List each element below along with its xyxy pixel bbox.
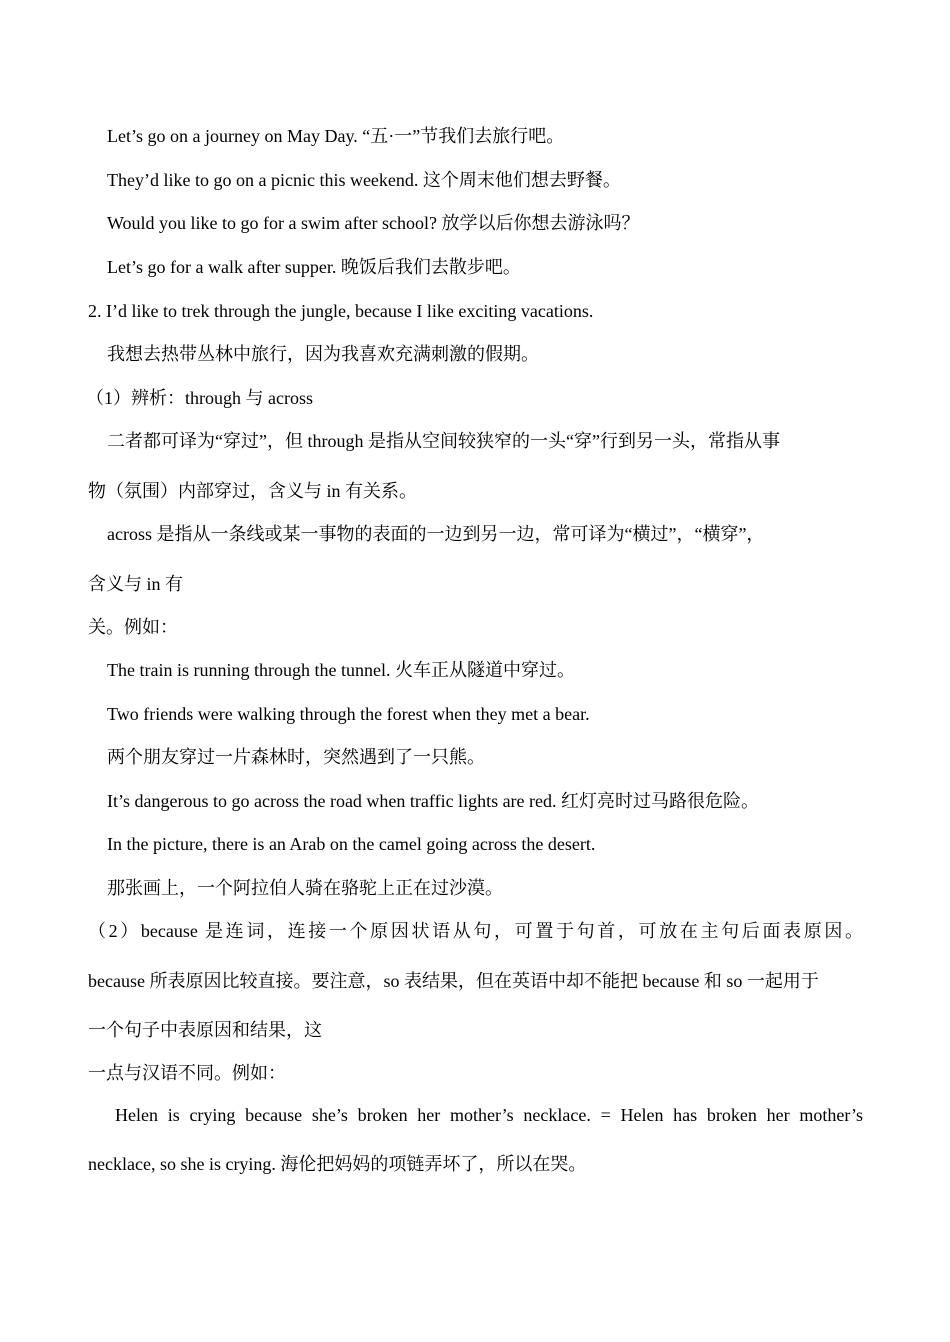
example-desert-translation: 那张画上，一个阿拉伯人骑在骆驼上正在过沙漠。 <box>107 878 503 898</box>
example-road: It’s dangerous to go across the road when traffic lights are red. 红灯亮时过马路很危险。 <box>107 791 760 811</box>
example-journey: Let’s go on a journey on May Day. “五·一”节我们去旅行吧。 <box>107 126 565 146</box>
example-swim: Would you like to go for a swim after school? 放学以后你想去游泳吗？ <box>107 213 640 233</box>
example-forest-translation: 两个朋友穿过一片森林时，突然遇到了一只熊。 <box>107 747 485 767</box>
item-2-translation: 我想去热带丛林中旅行，因为我喜欢充满刺激的假期。 <box>107 344 539 364</box>
example-helen-line-2: necklace, so she is crying. 海伦把妈妈的项链弄坏了，所以在哭。 <box>88 1154 587 1174</box>
item-2-sentence: 2. I’d like to trek through the jungle, because I like exciting vacations. <box>88 301 594 321</box>
because-explanation-line-1: （2）because 是连词，连接一个原因状语从句，可置于句首，可放在主句后面表原因。 <box>88 921 863 941</box>
example-helen-line-1: Helen is crying because she’s broken her mother’s necklace. = Helen has broken her mother’s <box>115 1105 863 1125</box>
across-explanation-line-3: 关。例如： <box>88 617 178 637</box>
through-explanation-line-2: 物（氛围）内部穿过，含义与 in 有关系。 <box>88 481 417 501</box>
because-explanation-line-4: 一点与汉语不同。例如： <box>88 1063 286 1083</box>
across-explanation-line-2: 含义与 in 有 <box>88 574 184 594</box>
example-tunnel: The train is running through the tunnel. 火车正从隧道中穿过。 <box>107 660 575 680</box>
because-explanation-line-2: because 所表原因比较直接。要注意，so 表结果，但在英语中却不能把 because 和 so 一起用于 <box>88 971 819 991</box>
example-desert: In the picture, there is an Arab on the camel going across the desert. <box>107 834 596 854</box>
example-forest: Two friends were walking through the forest when they met a bear. <box>107 704 590 724</box>
example-picnic: They’d like to go on a picnic this weekend. 这个周末他们想去野餐。 <box>107 170 621 190</box>
through-explanation-line-1: 二者都可译为“穿过”，但 through 是指从空间较狭窄的一头“穿”行到另一头，常指从事 <box>107 431 780 451</box>
subheading-through-across: （1）辨析：through 与 across <box>86 388 313 408</box>
because-explanation-line-3: 一个句子中表原因和结果，这 <box>88 1020 322 1040</box>
example-walk: Let’s go for a walk after supper. 晚饭后我们去散步吧。 <box>107 257 521 277</box>
across-explanation-line-1: across 是指从一条线或某一事物的表面的一边到另一边，常可译为“横过”，“横穿”， <box>107 524 765 544</box>
